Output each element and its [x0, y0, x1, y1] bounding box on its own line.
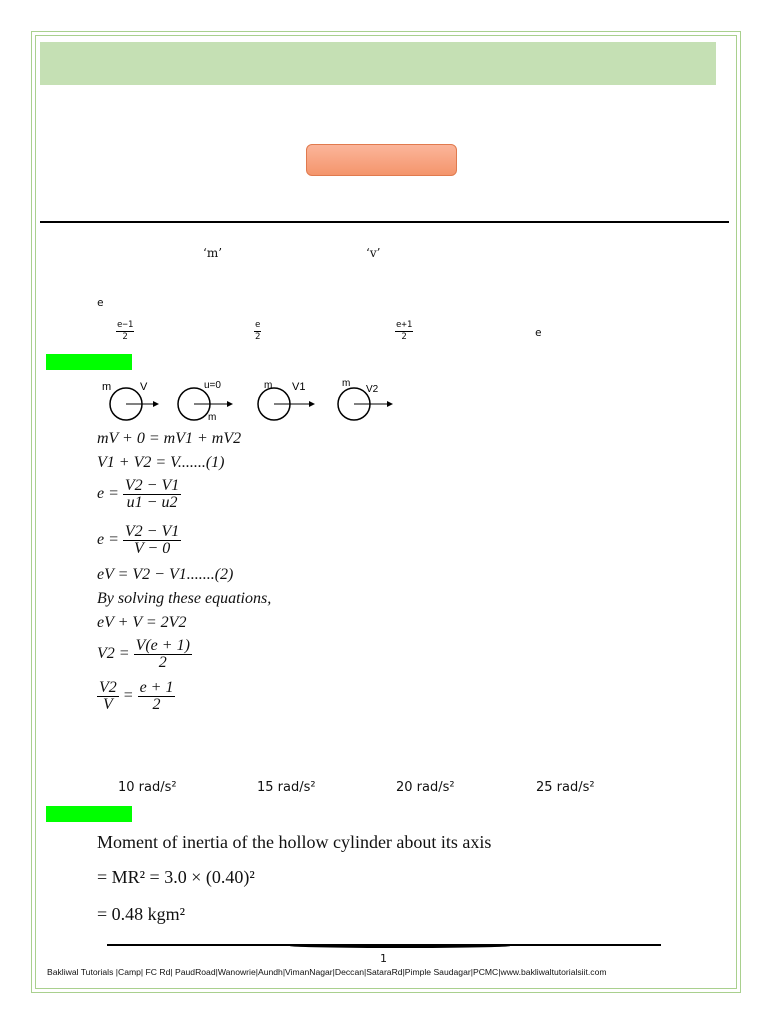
ball1-mass-label: m: [102, 381, 112, 393]
equation-2: eV = V2 − V1.......(2): [97, 566, 234, 583]
ball2-vel-label: u=0: [204, 380, 221, 391]
ball3-vel-label: V1: [292, 381, 306, 393]
answer-marker-2: [46, 806, 132, 822]
ball4-vel-label: V2: [366, 384, 379, 395]
option-d: e: [535, 326, 542, 339]
option-2b: 15 rad/s²: [257, 780, 316, 795]
coefficient-label: e: [97, 296, 104, 309]
solution2-line2: = MR² = 3.0 × (0.40)²: [97, 867, 255, 887]
equation-v2: V2 = $\frac{V(e + 1)}{2}$: [97, 637, 190, 671]
solution2-line1: Moment of inertia of the hollow cylinder about its axis: [97, 832, 492, 852]
option-b: $\frac{e}{2}$: [255, 320, 261, 342]
page-number: 1: [380, 952, 387, 965]
ball1-vel-label: V: [140, 381, 148, 393]
option-a: $\frac{e-1}{2}$: [117, 320, 134, 342]
option-2d: 25 rad/s²: [536, 780, 595, 795]
answer-marker-1: [46, 354, 132, 370]
ball3-mass-label: m: [264, 380, 273, 391]
equation-combined: eV + V = 2V2: [97, 614, 187, 631]
collision-diagram: [96, 374, 406, 426]
footer-divider-accent: [290, 944, 510, 948]
footer-address: Bakliwal Tutorials |Camp| FC Rd| PaudRoad|Wanowrie|Aundh|VimanNagar|Deccan|SataraRd|Pimple Saudagar|PCMC|www.bakliwaltutorialsiit.com: [47, 967, 607, 977]
chapter-title-pill: [306, 144, 457, 176]
option-2c: 20 rad/s²: [396, 780, 455, 795]
ball2-mass-label: m: [208, 412, 217, 423]
header-banner: [40, 42, 716, 85]
equation-restitution-sub: e = $\frac{V2 - V1}{V - 0}$: [97, 523, 180, 557]
option-2a: 10 rad/s²: [118, 780, 177, 795]
equation-1: V1 + V2 = V.......(1): [97, 454, 225, 471]
equation-momentum: mV + 0 = mV1 + mV2: [97, 430, 242, 447]
velocity-label: ‘v’: [366, 246, 381, 260]
ball4-mass-label: m: [342, 378, 351, 389]
equation-restitution-def: e = $\frac{V2 - V1}{u1 - u2}$: [97, 477, 180, 511]
equation-ratio: $\frac{V2}{V}$ = $\frac{e + 1}{2}$: [99, 679, 174, 713]
option-c: $\frac{e+1}{2}$: [396, 320, 413, 342]
solution2-line3: = 0.48 kgm²: [97, 904, 186, 924]
mass-label: ‘m’: [203, 246, 223, 260]
header-divider: [40, 221, 729, 223]
solving-text: By solving these equations,: [97, 590, 272, 607]
